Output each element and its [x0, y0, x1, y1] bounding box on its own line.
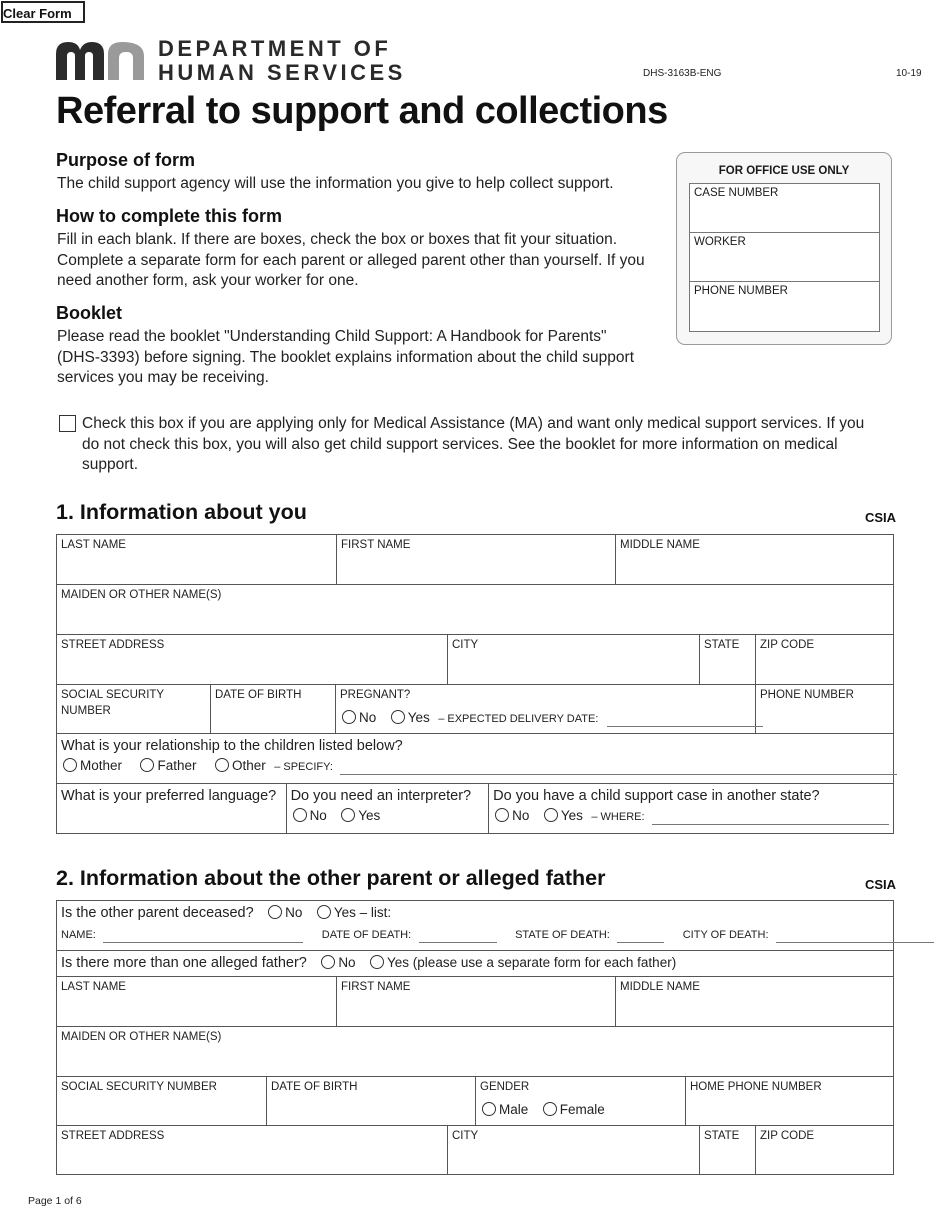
- clear-form-button[interactable]: Clear Form: [1, 1, 85, 23]
- s1-phone-label: PHONE NUMBER: [760, 689, 854, 701]
- s1-father-label: Father: [157, 758, 197, 773]
- s1-pregnant-field: [336, 685, 756, 733]
- page-title: Referral to support and collections: [56, 90, 668, 132]
- s2-maiden-name-field[interactable]: [57, 1027, 893, 1076]
- s1-city-label: CITY: [452, 639, 479, 651]
- s2-zip-label: ZIP CODE: [760, 1130, 815, 1142]
- s1-city-field[interactable]: [448, 635, 700, 684]
- s2-deceased-field: [57, 901, 938, 950]
- s1-expected-delivery-input[interactable]: [607, 712, 763, 727]
- s2-first-name-label: FIRST NAME: [341, 981, 411, 993]
- s2-gender-label: GENDER: [480, 1081, 530, 1093]
- section-2-title: 2. Information about the other parent or alleged father: [56, 866, 606, 890]
- s1-other-state-yes-radio[interactable]: [544, 808, 558, 822]
- purpose-text: The child support agency will use the information you give to help collect support.: [57, 175, 614, 192]
- office-phone-field[interactable]: PHONE NUMBER: [694, 285, 788, 297]
- s1-dob-field[interactable]: [211, 685, 336, 733]
- s2-dob-label: DATE OF BIRTH: [271, 1081, 358, 1093]
- s2-dob-field[interactable]: [267, 1077, 476, 1125]
- s1-other-state-question: Do you have a child support case in another state?: [493, 788, 820, 804]
- office-use-title: FOR OFFICE USE ONLY: [718, 165, 850, 177]
- s2-alleged-yes-radio[interactable]: [370, 955, 384, 969]
- s2-street-field[interactable]: [57, 1126, 448, 1174]
- s1-interpreter-field: [287, 784, 490, 833]
- s1-pregnant-no-radio[interactable]: [342, 710, 356, 724]
- s2-last-name-field[interactable]: [57, 977, 337, 1026]
- s1-state-label: STATE: [704, 639, 740, 651]
- howto-text: Fill in each blank. If there are boxes, check the box or boxes that fit your situation. Complete a separate form for each parent or alleged parent other than yourself. If you need another form, ask your worker for one.: [57, 231, 645, 289]
- page-number: Page 1 of 6: [28, 1195, 82, 1207]
- s1-where-label: – WHERE:: [591, 811, 645, 823]
- s1-interpreter-yes-radio[interactable]: [341, 808, 355, 822]
- section-2-grid: [56, 900, 894, 1175]
- howto-heading: How to complete this form: [56, 206, 283, 226]
- s2-city-label: CITY: [452, 1130, 479, 1142]
- s1-pregnant-yes-label: Yes: [407, 710, 430, 725]
- s2-deceased-yes-radio[interactable]: [317, 905, 331, 919]
- s1-street-label: STREET ADDRESS: [61, 639, 165, 651]
- section-1-title: 1. Information about you: [56, 500, 307, 524]
- logo-line-1: DEPARTMENT OF: [158, 36, 392, 61]
- s2-deceased-question: Is the other parent deceased?: [61, 905, 254, 921]
- s1-where-input[interactable]: [652, 810, 889, 825]
- s2-alleged-no-label: No: [338, 955, 356, 970]
- s1-interpreter-yes-label: Yes: [358, 808, 381, 823]
- s1-interpreter-no-label: No: [309, 808, 327, 823]
- s1-first-name-field[interactable]: [337, 535, 616, 584]
- s2-female-label: Female: [559, 1102, 605, 1117]
- s2-alleged-yes-label: Yes (please use a separate form for each father): [387, 955, 677, 970]
- s1-pregnant-label: PREGNANT?: [340, 689, 411, 701]
- office-use-table: [689, 183, 880, 332]
- s1-other-radio[interactable]: [215, 758, 229, 772]
- section-2-tag: CSIA: [865, 877, 897, 892]
- s2-city-of-death-label: CITY OF DEATH:: [682, 929, 769, 941]
- s1-specify-input[interactable]: [340, 760, 897, 775]
- s1-dob-label: DATE OF BIRTH: [215, 689, 302, 701]
- s1-other-label: Other: [231, 758, 266, 773]
- s1-pregnant-yes-radio[interactable]: [391, 710, 405, 724]
- dhs-logo-text: [158, 38, 406, 84]
- worker-field[interactable]: WORKER: [690, 233, 879, 282]
- s1-other-state-no-label: No: [512, 808, 530, 823]
- s2-ssn-label: SOCIAL SECURITY NUMBER: [61, 1081, 217, 1093]
- s1-interpreter-question: Do you need an interpreter?: [290, 788, 472, 804]
- s1-ssn-field[interactable]: [57, 685, 211, 733]
- s1-phone-field[interactable]: [756, 685, 893, 733]
- office-use-box: [676, 152, 892, 345]
- s2-street-label: STREET ADDRESS: [61, 1130, 165, 1142]
- s2-male-radio[interactable]: [482, 1102, 496, 1116]
- s2-deceased-no-radio[interactable]: [268, 905, 282, 919]
- s2-state-of-death-input[interactable]: [617, 928, 664, 943]
- s1-state-field[interactable]: [700, 635, 756, 684]
- s2-date-of-death-input[interactable]: [419, 928, 497, 943]
- s1-mother-radio[interactable]: [63, 758, 77, 772]
- s1-pregnant-no-label: No: [359, 710, 377, 725]
- s1-other-state-no-radio[interactable]: [495, 808, 509, 822]
- s2-state-of-death-label: STATE OF DEATH:: [515, 929, 610, 941]
- ma-only-text: Check this box if you are applying only for Medical Assistance (MA) and want only medical support services. If you do not check this box, you will also get child support services. See the booklet for more information on medical support.: [82, 415, 865, 473]
- s2-home-phone-label: HOME PHONE NUMBER: [690, 1081, 822, 1093]
- s2-state-field[interactable]: [700, 1126, 756, 1174]
- s1-maiden-name-field[interactable]: [57, 585, 893, 634]
- s1-street-field[interactable]: [57, 635, 448, 684]
- s2-death-name-input[interactable]: [103, 928, 303, 943]
- s2-death-name-label: NAME:: [61, 929, 96, 941]
- s1-language-question: What is your preferred language?: [61, 788, 277, 804]
- s1-relationship-question: What is your relationship to the children listed below?: [61, 738, 403, 754]
- s1-other-state-field: [489, 784, 893, 833]
- s1-last-name-field[interactable]: [57, 535, 337, 584]
- s1-zip-label: ZIP CODE: [760, 639, 815, 651]
- document-code: DHS-3163B-ENG: [643, 68, 722, 79]
- s2-gender-field: [476, 1077, 686, 1125]
- s1-maiden-label: MAIDEN OR OTHER NAME(S): [61, 589, 222, 601]
- s2-middle-name-label: MIDDLE NAME: [620, 981, 700, 993]
- s2-city-field[interactable]: [448, 1126, 700, 1174]
- case-number-field[interactable]: CASE NUMBER: [690, 184, 879, 233]
- s1-last-name-label: LAST NAME: [61, 539, 126, 551]
- s1-specify-label: – SPECIFY:: [274, 761, 333, 773]
- s2-middle-name-field[interactable]: [616, 977, 893, 1026]
- logo-line-2: HUMAN SERVICES: [158, 60, 406, 85]
- s1-expected-delivery-label: – EXPECTED DELIVERY DATE:: [438, 713, 599, 725]
- section-1-grid: [56, 534, 894, 834]
- booklet-heading: Booklet: [56, 303, 123, 323]
- s2-last-name-label: LAST NAME: [61, 981, 126, 993]
- s2-city-of-death-input[interactable]: [776, 928, 934, 943]
- s1-first-name-label: FIRST NAME: [341, 539, 411, 551]
- s1-interpreter-no-radio[interactable]: [293, 808, 307, 822]
- s1-language-field[interactable]: [57, 784, 287, 833]
- s2-male-label: Male: [499, 1102, 529, 1117]
- section-1-tag: CSIA: [865, 510, 897, 525]
- dhs-logo-icon: [56, 40, 146, 80]
- s1-mother-label: Mother: [80, 758, 123, 773]
- s2-deceased-no-label: No: [285, 905, 303, 920]
- s2-date-of-death-label: DATE OF DEATH:: [321, 929, 412, 941]
- s2-alleged-field: [57, 951, 893, 976]
- s2-maiden-label: MAIDEN OR OTHER NAME(S): [61, 1031, 222, 1043]
- s2-alleged-question: Is there more than one alleged father?: [61, 955, 307, 971]
- ma-only-checkbox[interactable]: [59, 415, 76, 432]
- s2-home-phone-field[interactable]: [686, 1077, 893, 1125]
- s2-deceased-yes-label: Yes – list:: [333, 905, 392, 920]
- document-date: 10-19: [896, 68, 922, 79]
- s1-relationship-field: [57, 734, 901, 783]
- s1-middle-name-field[interactable]: [616, 535, 893, 584]
- s2-female-radio[interactable]: [543, 1102, 557, 1116]
- s2-ssn-field[interactable]: [57, 1077, 267, 1125]
- s1-ssn-label: SOCIAL SECURITY NUMBER: [61, 689, 164, 717]
- s2-alleged-no-radio[interactable]: [321, 955, 335, 969]
- booklet-text: Please read the booklet "Understanding Child Support: A Handbook for Parents" (DHS-3393) before signing. The booklet explains information about the child support services you may be receiving.: [57, 328, 634, 386]
- s2-first-name-field[interactable]: [337, 977, 616, 1026]
- s2-zip-field[interactable]: [756, 1126, 893, 1174]
- s1-other-state-yes-label: Yes: [560, 808, 583, 823]
- s1-father-radio[interactable]: [140, 758, 154, 772]
- s1-middle-name-label: MIDDLE NAME: [620, 539, 700, 551]
- s2-state-label: STATE: [704, 1130, 740, 1142]
- purpose-heading: Purpose of form: [56, 150, 196, 170]
- s1-zip-field[interactable]: [756, 635, 893, 684]
